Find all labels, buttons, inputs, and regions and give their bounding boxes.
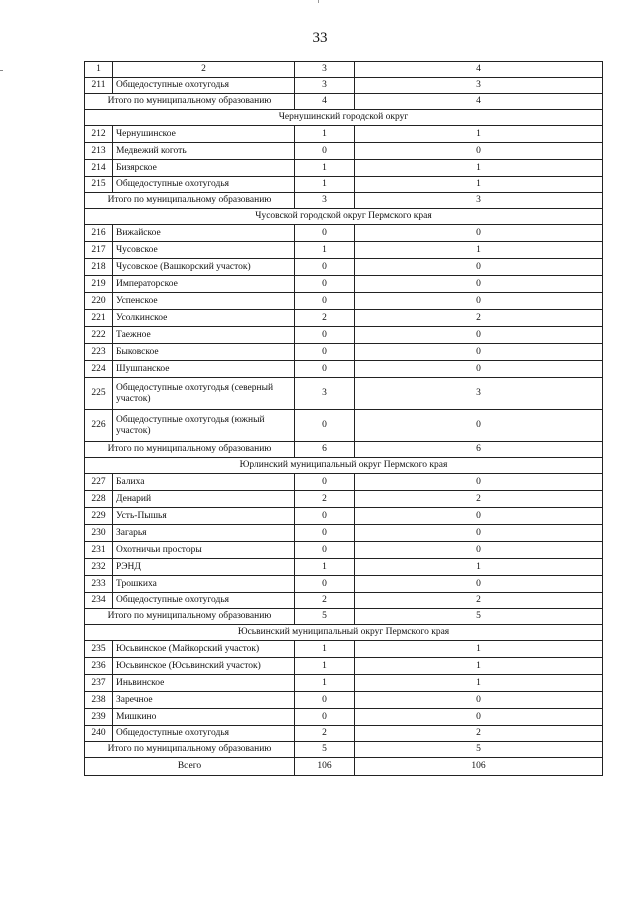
row-name: Усолкинское (113, 310, 295, 327)
row-value-col3: 3 (295, 193, 355, 209)
row-value-col4: 1 (355, 160, 603, 177)
row-value-col4: 3 (355, 78, 603, 94)
row-number: 219 (85, 276, 113, 293)
section-header-row (85, 110, 603, 126)
row-number: 216 (85, 225, 113, 242)
row-value-col3: 0 (295, 474, 355, 491)
table-row (85, 542, 603, 559)
row-number: 228 (85, 491, 113, 508)
row-number: 229 (85, 508, 113, 525)
row-value-col4: 1 (355, 559, 603, 576)
section-title: Юсьвинский муниципальный округ Пермского края (85, 625, 603, 641)
subtotal-label: Итого по муниципальному образованию (85, 193, 295, 209)
row-value-col4: 0 (355, 293, 603, 310)
column-number-3: 3 (295, 62, 355, 78)
row-number: 221 (85, 310, 113, 327)
row-value-col4: 0 (355, 525, 603, 542)
subtotal-label: Итого по муниципальному образованию (85, 609, 295, 625)
row-number: 232 (85, 559, 113, 576)
column-number-2: 2 (113, 62, 295, 78)
row-name: Денарий (113, 491, 295, 508)
row-value-col4: 6 (355, 442, 603, 458)
row-number: 238 (85, 692, 113, 709)
row-value-col3: 1 (295, 675, 355, 692)
row-number: 233 (85, 576, 113, 593)
row-value-col3: 1 (295, 242, 355, 259)
row-value-col4: 1 (355, 641, 603, 658)
row-value-col4: 0 (355, 508, 603, 525)
table-row (85, 576, 603, 593)
table-row (85, 293, 603, 310)
table-row (85, 242, 603, 259)
row-number: 218 (85, 259, 113, 276)
row-value-col3: 3 (295, 78, 355, 94)
row-value-col3: 2 (295, 593, 355, 609)
row-value-col4: 0 (355, 344, 603, 361)
row-name: Таежное (113, 327, 295, 344)
table-row (85, 143, 603, 160)
row-number: 214 (85, 160, 113, 177)
row-name: Усть-Пышья (113, 508, 295, 525)
subtotal-label: Итого по муниципальному образованию (85, 442, 295, 458)
table-row (85, 410, 603, 442)
row-value-col3: 0 (295, 410, 355, 442)
row-name: Иньвинское (113, 675, 295, 692)
row-name: Вижайское (113, 225, 295, 242)
row-number: 222 (85, 327, 113, 344)
row-number: 231 (85, 542, 113, 559)
column-number-4: 4 (355, 62, 603, 78)
row-value-col3: 1 (295, 641, 355, 658)
row-value-col4: 106 (355, 758, 603, 776)
row-value-col4: 1 (355, 126, 603, 143)
row-name: РЭНД (113, 559, 295, 576)
row-value-col3: 1 (295, 160, 355, 177)
row-value-col3: 0 (295, 225, 355, 242)
subtotal-row (85, 193, 603, 209)
table-row (85, 327, 603, 344)
row-value-col4: 3 (355, 378, 603, 410)
row-value-col4: 0 (355, 474, 603, 491)
row-name: Юсьвинское (Майкорский участок) (113, 641, 295, 658)
row-value-col4: 5 (355, 742, 603, 758)
row-value-col3: 5 (295, 609, 355, 625)
row-value-col4: 2 (355, 726, 603, 742)
section-title: Юрлинский муниципальный округ Пермского края (85, 458, 603, 474)
table-row (85, 658, 603, 675)
column-number-1: 1 (85, 62, 113, 78)
table-row (85, 310, 603, 327)
row-value-col4: 1 (355, 242, 603, 259)
hunting-grounds-table (84, 61, 603, 776)
row-name: Юсьвинское (Юсьвинский участок) (113, 658, 295, 675)
row-value-col3: 0 (295, 542, 355, 559)
row-number: 224 (85, 361, 113, 378)
row-value-col3: 2 (295, 491, 355, 508)
row-value-col3: 0 (295, 276, 355, 293)
subtotal-row (85, 94, 603, 110)
row-value-col3: 1 (295, 126, 355, 143)
row-number: 212 (85, 126, 113, 143)
row-value-col4: 0 (355, 542, 603, 559)
table-row (85, 259, 603, 276)
table-row (85, 160, 603, 177)
row-number: 235 (85, 641, 113, 658)
row-value-col4: 4 (355, 94, 603, 110)
row-value-col3: 0 (295, 692, 355, 709)
row-name: Балиха (113, 474, 295, 491)
section-header-row (85, 458, 603, 474)
row-name: Чусовское (113, 242, 295, 259)
row-value-col3: 0 (295, 327, 355, 344)
row-name: Общедоступные охотугодья (южный участок) (113, 410, 295, 442)
row-value-col3: 1 (295, 559, 355, 576)
row-name: Общедоступные охотугодья (113, 78, 295, 94)
row-number: 234 (85, 593, 113, 609)
subtotal-row (85, 442, 603, 458)
row-name: Трошкиха (113, 576, 295, 593)
row-name: Бизярское (113, 160, 295, 177)
table-row (85, 641, 603, 658)
row-name: Общедоступные охотугодья (113, 177, 295, 193)
table-row (85, 126, 603, 143)
page-number: 33 (312, 30, 328, 46)
subtotal-row (85, 742, 603, 758)
table-row (85, 559, 603, 576)
table-row (85, 378, 603, 410)
row-number: 223 (85, 344, 113, 361)
grand-total-row (85, 758, 603, 776)
row-value-col4: 0 (355, 709, 603, 726)
row-value-col4: 3 (355, 193, 603, 209)
row-number: 237 (85, 675, 113, 692)
row-name: Императорское (113, 276, 295, 293)
row-value-col4: 1 (355, 675, 603, 692)
row-name: Общедоступные охотугодья (113, 726, 295, 742)
row-value-col4: 0 (355, 361, 603, 378)
row-name: Чернушинское (113, 126, 295, 143)
row-value-col3: 106 (295, 758, 355, 776)
section-header-row (85, 625, 603, 641)
row-value-col4: 0 (355, 327, 603, 344)
row-value-col3: 4 (295, 94, 355, 110)
row-number: 230 (85, 525, 113, 542)
row-value-col3: 0 (295, 525, 355, 542)
row-value-col4: 0 (355, 143, 603, 160)
row-name: Успенское (113, 293, 295, 310)
row-value-col3: 3 (295, 378, 355, 410)
row-number: 213 (85, 143, 113, 160)
row-number: 227 (85, 474, 113, 491)
row-value-col3: 0 (295, 508, 355, 525)
row-number: 226 (85, 410, 113, 442)
table-row (85, 675, 603, 692)
row-value-col3: 1 (295, 177, 355, 193)
row-value-col4: 0 (355, 225, 603, 242)
subtotal-row (85, 609, 603, 625)
row-value-col4: 5 (355, 609, 603, 625)
row-number: 220 (85, 293, 113, 310)
table-body (85, 62, 603, 776)
row-value-col3: 0 (295, 344, 355, 361)
row-name: Заречное (113, 692, 295, 709)
row-value-col3: 6 (295, 442, 355, 458)
row-value-col3: 2 (295, 310, 355, 327)
table-row (85, 78, 603, 94)
table-row (85, 177, 603, 193)
row-value-col4: 0 (355, 276, 603, 293)
row-value-col3: 0 (295, 143, 355, 160)
row-value-col4: 2 (355, 491, 603, 508)
row-name: Общедоступные охотугодья (113, 593, 295, 609)
table-row (85, 525, 603, 542)
table-row (85, 726, 603, 742)
subtotal-label: Итого по муниципальному образованию (85, 742, 295, 758)
row-number: 236 (85, 658, 113, 675)
table-row (85, 593, 603, 609)
table-row (85, 692, 603, 709)
row-name: Шушпанское (113, 361, 295, 378)
row-value-col3: 0 (295, 293, 355, 310)
row-value-col3: 1 (295, 658, 355, 675)
row-name: Мишкино (113, 709, 295, 726)
row-value-col4: 2 (355, 593, 603, 609)
row-value-col4: 0 (355, 259, 603, 276)
row-value-col3: 5 (295, 742, 355, 758)
table-row (85, 276, 603, 293)
row-value-col4: 2 (355, 310, 603, 327)
section-title: Чернушинский городской округ (85, 110, 603, 126)
row-value-col4: 0 (355, 576, 603, 593)
subtotal-label: Итого по муниципальному образованию (85, 94, 295, 110)
row-number: 211 (85, 78, 113, 94)
section-title: Чусовской городской округ Пермского края (85, 209, 603, 225)
row-value-col3: 0 (295, 576, 355, 593)
row-value-col3: 0 (295, 709, 355, 726)
row-number: 225 (85, 378, 113, 410)
row-value-col3: 0 (295, 259, 355, 276)
row-name: Медвежий коготь (113, 143, 295, 160)
row-value-col3: 2 (295, 726, 355, 742)
table-row (85, 709, 603, 726)
row-number: 240 (85, 726, 113, 742)
table-row (85, 344, 603, 361)
row-value-col3: 0 (295, 361, 355, 378)
table-row (85, 361, 603, 378)
row-name: Охотничьи просторы (113, 542, 295, 559)
table-row (85, 508, 603, 525)
scan-mark-left (0, 70, 3, 71)
row-number: 217 (85, 242, 113, 259)
row-value-col4: 1 (355, 177, 603, 193)
table-row (85, 225, 603, 242)
table-row (85, 474, 603, 491)
section-header-row (85, 209, 603, 225)
row-number: 215 (85, 177, 113, 193)
row-value-col4: 1 (355, 658, 603, 675)
column-number-row (85, 62, 603, 78)
row-number: 239 (85, 709, 113, 726)
row-name: Быковское (113, 344, 295, 361)
grand-total-label: Всего (85, 758, 295, 776)
row-name: Загарья (113, 525, 295, 542)
scan-mark-top (318, 0, 319, 3)
row-name: Общедоступные охотугодья (северный участок) (113, 378, 295, 410)
row-value-col4: 0 (355, 410, 603, 442)
row-name: Чусовское (Вашкорский участок) (113, 259, 295, 276)
row-value-col4: 0 (355, 692, 603, 709)
table-row (85, 491, 603, 508)
